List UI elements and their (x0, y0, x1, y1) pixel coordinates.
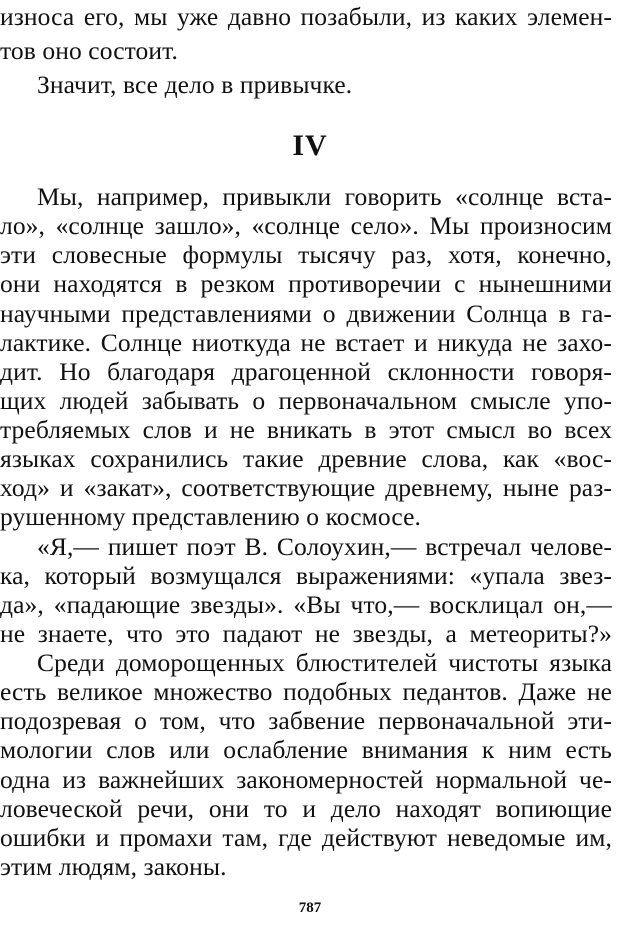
text-line: мологии слов или ослабление внимания к ним есть (0, 735, 612, 764)
text-line: этим людям, законы. (0, 852, 227, 881)
text-line: требляемых слов и не вникать в этот смысл во всех (0, 415, 612, 444)
text-line: Среди доморощенных блюстителей чистоты языка (37, 648, 612, 677)
text-line: лактике. Солнце ниоткуда не встает и никуда не захо- (0, 328, 612, 357)
text-line: ло», «солнце зашло», «солнце село». Мы произносим (0, 211, 612, 240)
text-line: щих людей забывать о первоначальном смысле упо- (0, 386, 612, 415)
text-line: ошибки и промахи там, где действуют неведомые им, (0, 823, 612, 852)
text-line: Мы, например, привыкли говорить «солнце вста- (37, 182, 612, 211)
page-number: 787 (298, 900, 322, 916)
section-heading: IV (292, 129, 328, 162)
text-line: Значит, все дело в привычке. (37, 70, 353, 99)
text-line: дит. Но благодаря драгоценной склонности говоря- (0, 357, 612, 386)
text-line: эти словесные формулы тысячу раз, хотя, конечно, (0, 240, 612, 269)
text-line: ход» и «закат», соответствующие древнему, ныне раз- (0, 473, 612, 502)
text-line: износа его, мы уже давно позабыли, из каких элемен- (0, 2, 612, 31)
text-line: ловеческой речи, они то и дело находят вопиющие (0, 794, 612, 823)
text-line: одна из важнейших закономерностей нормальной че- (0, 765, 612, 794)
text-line: ка, который возмущался выражениями: «упала звез- (0, 561, 612, 590)
text-line: они находятся в резком противоречии с нынешними (0, 269, 612, 298)
text-line: подозревая о том, что забвение первоначальной эти- (0, 706, 612, 735)
text-line: рушенному представлению о космосе. (0, 502, 422, 531)
text-line: языках сохранились такие древние слова, как «вос- (0, 444, 612, 473)
text-line: тов оно состоит. (0, 36, 178, 65)
text-line: есть великое множество подобных педантов. Даже не (0, 677, 612, 706)
text-line: не знаете, что это падают не звезды, а метеориты?» (0, 619, 612, 648)
text-line: «Я,— пишет поэт В. Солоухин,— встречал челове- (37, 532, 612, 561)
text-line: научными представлениями о движении Солнца в га- (0, 299, 612, 328)
text-line: да», «падающие звезды». «Вы что,— восклицал он,— (0, 590, 612, 619)
